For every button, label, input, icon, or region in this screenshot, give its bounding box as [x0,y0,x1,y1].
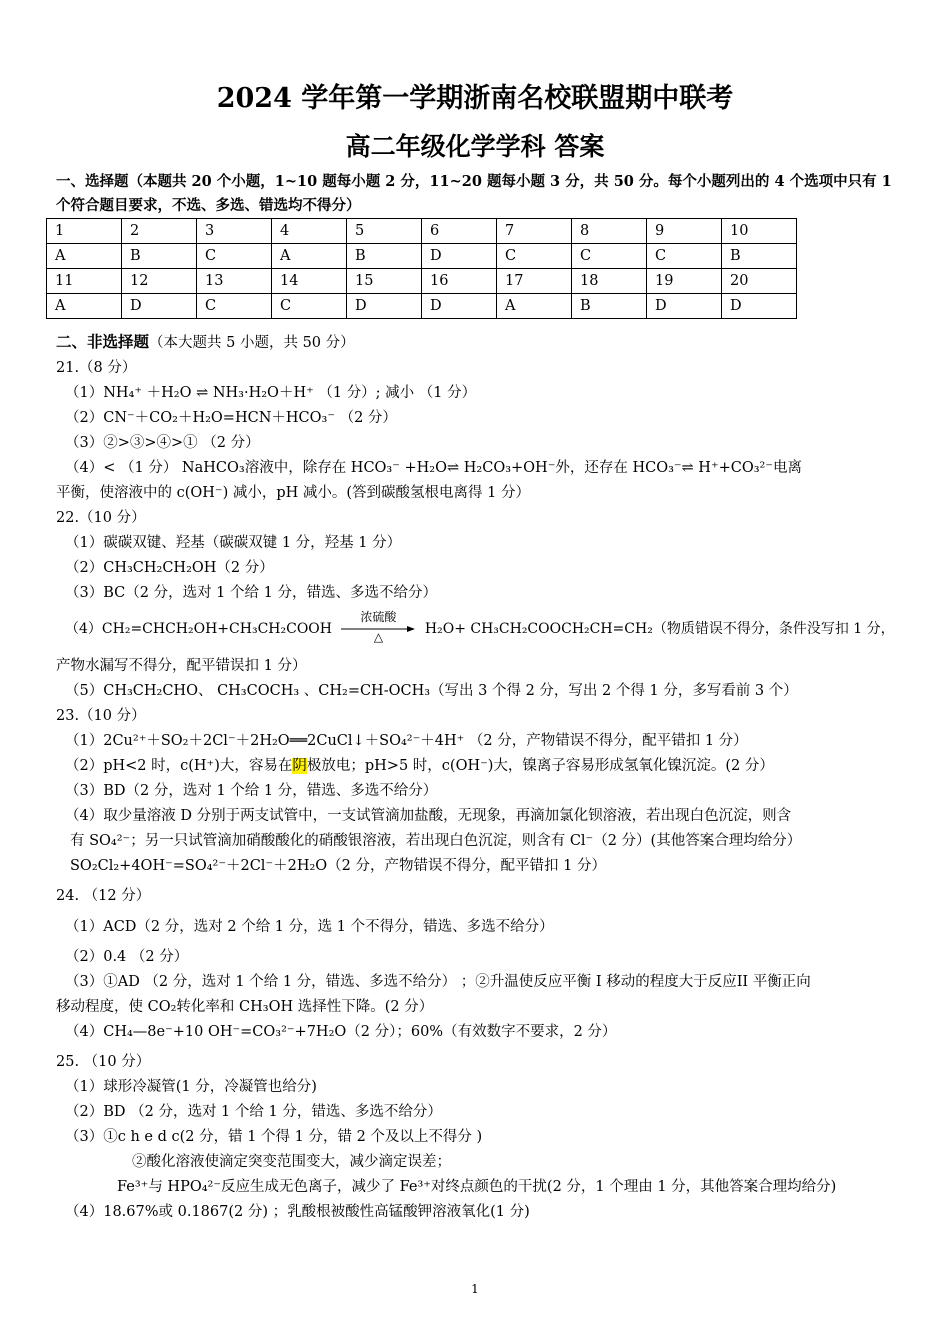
table-cell: A [47,244,122,269]
q25-part2: （2）BD （2 分，选对 1 个给 1 分，错选、多选不给分） [65,1104,442,1120]
q22-part3: （3）BC（2 分，选对 1 个给 1 分，错选、多选不给分） [65,585,437,601]
table-cell: D [422,294,497,319]
q23-part3: （3）BD（2 分，选对 1 个给 1 分，错选、多选不给分） [65,783,438,799]
q22-part1: （1）碳碳双键、羟基（碳碳双键 1 分，羟基 1 分） [65,535,402,551]
table-cell: B [572,294,647,319]
q21-part3: （3）②>③>④>① （2 分） [65,435,260,451]
q23-part1: （1）2Cu²⁺＋SO₂＋2Cl⁻＋2H₂O══2CuCl↓＋SO₄²⁻＋4H⁺ （2 分，产物错误不得分，配平错扣 1 分） [65,733,748,749]
table-row [47,244,797,269]
page-subtitle: 高二年级化学学科 答案 [345,132,605,161]
q22-reactants: （4）CH₂=CHCH₂OH+CH₃CH₂COOH [65,621,332,637]
table-cell: 20 [722,269,797,294]
table-cell: C [197,244,272,269]
table-cell: 16 [422,269,497,294]
table-cell: 17 [497,269,572,294]
table-cell: 4 [272,219,347,244]
table-cell: D [647,294,722,319]
table-cell: A [272,244,347,269]
q24-part3-line2: 移动程度，使 CO₂转化率和 CH₃OH 选择性下降。(2 分） [56,999,434,1015]
table-cell: 11 [47,269,122,294]
table-cell: B [722,244,797,269]
q22-part2: （2）CH₃CH₂CH₂OH（2 分） [65,560,274,576]
table-row [47,294,797,319]
q24-part2: （2）0.4 （2 分） [65,949,189,965]
q25-part1: （1）球形冷凝管(1 分，冷凝管也给分) [65,1079,317,1095]
answer-table [46,218,797,319]
q21-part4-line1: （4）< （1 分） NaHCO₃溶液中，除存在 HCO₃⁻ +H₂O⇌ H₂CO₃+OH⁻外，还存在 HCO₃⁻⇌ H⁺+CO₃²⁻电离 [65,460,803,476]
section2-heading [56,330,355,352]
section1-instructions: 一、选择题（本题共 20 个小题，1~10 题每小题 2 分，11~20 题每小题 3 分，共 50 分。每个小题列出的 4 个选项中只有 1 个符合题目要求，不选、多选、错选均不得分） [56,173,892,214]
table-cell: C [497,244,572,269]
table-cell: 13 [197,269,272,294]
q23-part2-before: （2）pH<2 时，c(H⁺)大，容易在 [65,758,293,774]
q23-part4-line1: （4）取少量溶液 D 分别于两支试管中，一支试管滴加盐酸，无现象，再滴加氯化钡溶液，若出现白色沉淀，则含 [65,808,792,824]
table-cell: C [272,294,347,319]
q24-part1: （1）ACD（2 分，选对 2 个给 1 分，选 1 个不得分，错选、多选不给分） [65,919,554,935]
q22-part5: （5）CH₃CH₂CHO、 CH₃COCH₃ 、CH₂=CH-OCH₃（写出 3 个得 2 分，写出 2 个得 1 分，多写看前 3 个） [65,683,798,699]
section2-title: 二、非选择题 [56,332,150,351]
highlighted-text: 阴 [292,758,307,774]
q23-part2-after: 极放电；pH>5 时，c(OH⁻)大，镍离子容易形成氢氧化镍沉淀。(2 分） [306,758,774,774]
table-row [47,269,797,294]
table-cell: 5 [347,219,422,244]
section2-note: （本大题共 5 小题，共 50 分） [149,335,355,351]
table-cell: 15 [347,269,422,294]
q21-header: 21.（8 分） [56,360,137,376]
table-cell: B [347,244,422,269]
table-cell: 8 [572,219,647,244]
q23-part4-line3: SO₂Cl₂+4OH⁻=SO₄²⁻＋2Cl⁻＋2H₂O（2 分，产物错误不得分，配平错扣 1 分） [70,858,606,874]
table-cell: 2 [122,219,197,244]
table-cell: 12 [122,269,197,294]
table-cell: C [647,244,722,269]
reaction-condition-top: 浓硫酸 [360,610,397,624]
table-cell: 10 [722,219,797,244]
q22-header: 22.（10 分） [56,510,146,526]
table-cell: D [347,294,422,319]
q24-header: 24. （12 分） [56,888,151,904]
table-cell: C [572,244,647,269]
table-cell: D [422,244,497,269]
table-cell: 3 [197,219,272,244]
table-cell: C [197,294,272,319]
q21-part1: （1）NH₄⁺ ＋H₂O ⇌ NH₃·H₂O＋H⁺ （1 分）; 减小 （1 分） [65,385,477,401]
table-cell: 1 [47,219,122,244]
q21-part2: （2）CN⁻＋CO₂＋H₂O=HCN＋HCO₃⁻ （2 分） [65,410,397,426]
page-number: 1 [471,1282,479,1296]
table-cell: 19 [647,269,722,294]
reaction-condition-bottom: △ [373,630,384,644]
table-cell: 6 [422,219,497,244]
q25-header: 25. （10 分） [56,1054,151,1070]
table-cell: 14 [272,269,347,294]
table-cell: A [497,294,572,319]
q22-part4-line1 [65,610,895,644]
q21-part4-line2: 平衡，使溶液中的 c(OH⁻) 减小，pH 减小。(答到碳酸氢根电离得 1 分） [56,485,530,501]
q24-part3-line1: （3）①AD （2 分，选对 1 个给 1 分，错选、多选不给分） ；②升温使反应平衡 I 移动的程度大于反应II 平衡正向 [65,974,811,990]
q22-products: H₂O+ CH₃CH₂COOCH₂CH=CH₂（物质错误不得分，条件没写扣 1 分， [424,621,895,637]
q25-part3-line2: ②酸化溶液使滴定突变范围变大，减少滴定误差； [132,1154,451,1170]
q25-part3-line3: Fe³⁺与 HPO₄²⁻反应生成无色离子，减少了 Fe³⁺对终点颜色的干扰(2 分，1 个理由 1 分，其他答案合理均给分) [117,1179,837,1195]
q24-part4: （4）CH₄—8e⁻+10 OH⁻=CO₃²⁻+7H₂O（2 分）；60%（有效数字不要求，2 分） [65,1024,617,1040]
q25-part3-line1: （3）①c h e d c(2 分，错 1 个得 1 分，错 2 个及以上不得分 ) [65,1129,483,1145]
q22-part4-line2: 产物水漏写不得分，配平错误扣 1 分） [56,658,307,674]
table-cell: A [47,294,122,319]
reaction-arrow [341,610,415,644]
page-title: 2024 学年第一学期浙南名校联盟期中联考 [216,83,734,114]
table-row [47,219,797,244]
q23-part2 [65,754,774,775]
table-cell: D [122,294,197,319]
table-cell: 18 [572,269,647,294]
q23-header: 23.（10 分） [56,708,146,724]
table-cell: B [122,244,197,269]
table-cell: 7 [497,219,572,244]
table-cell: D [722,294,797,319]
q23-part4-line2: 有 SO₄²⁻；另一只试管滴加硝酸酸化的硝酸银溶液，若出现白色沉淀，则含有 Cl⁻（2 分）(其他答案合理均给分） [70,833,802,849]
q25-part4: （4）18.67%或 0.1867(2 分) ；乳酸根被酸性高锰酸钾溶液氧化(1 分) [65,1204,530,1220]
table-cell: 9 [647,219,722,244]
